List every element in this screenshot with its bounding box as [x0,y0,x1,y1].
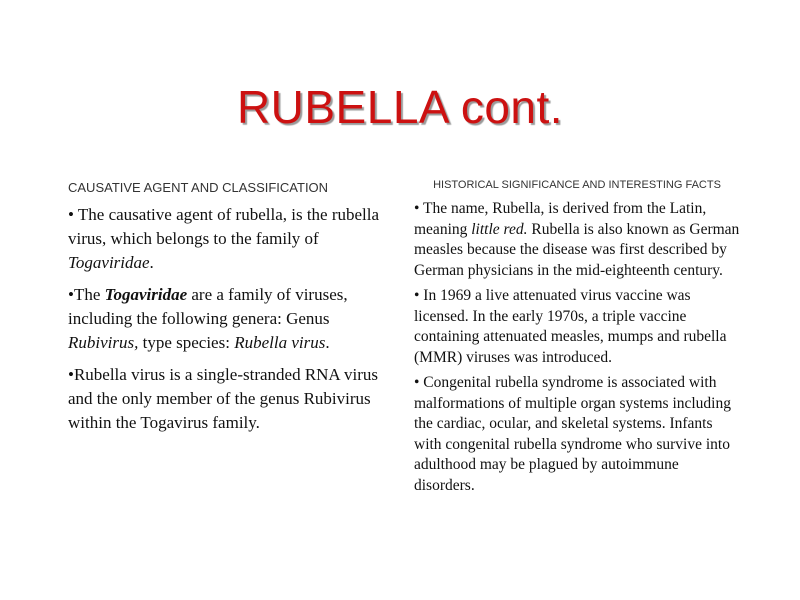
text-run: . [149,253,154,272]
right-column [414,178,740,501]
slide-title: RUBELLA cont. [236,81,564,133]
left-bullet-2 [68,283,388,355]
left-column [68,180,388,443]
text-run: •The [68,285,105,304]
left-bullet-3: •Rubella virus is a single-stranded RNA virus and the only member of the genus Rubivirus within the Togavirus family. [68,365,379,432]
text-run: • The name, Rubella, is derived from the Latin, meaning [414,200,707,238]
bold-italic-run [105,285,187,304]
italic-run: Togaviridae [104,285,188,304]
right-bullet-3: • Congenital rubella syndrome is associated with malformations of multiple organ systems including the cardiac, ocular, and skeletal systems. Infants with congenital rubella syndrome who survive into adulthood may be plagued by autoimmune disorders. [414,374,731,494]
text-run: are a family of viruses, including the following genera: Genus [68,285,348,328]
text-run: • The causative agent of rubella, is the rubella virus, which belongs to the family of [68,205,380,248]
right-heading: HISTORICAL SIGNIFICANCE AND INTERESTING FACTS [433,179,721,191]
right-bullet-2: • In 1969 a live attenuated virus vaccine was licensed. In the early 1970s, a triple vaccine containing attenuated measles, mumps and rubella (MMR) viruses was introduced. [414,287,727,366]
italic-run: Rubella virus [234,333,326,352]
text-run: Rubella is also known as German measles because the disease was first described by German physicians in the mid-eighteenth century. [414,220,740,279]
italic-run: Togaviridae [68,253,150,272]
left-heading: CAUSATIVE AGENT AND CLASSIFICATION [68,180,329,195]
italic-run: Rubivirus, [68,333,139,352]
text-run: . [325,333,330,352]
left-bullet-1 [68,203,388,275]
italic-run: little red. [471,220,528,238]
right-bullet-1 [414,199,740,281]
text-run: type species: [138,333,235,352]
